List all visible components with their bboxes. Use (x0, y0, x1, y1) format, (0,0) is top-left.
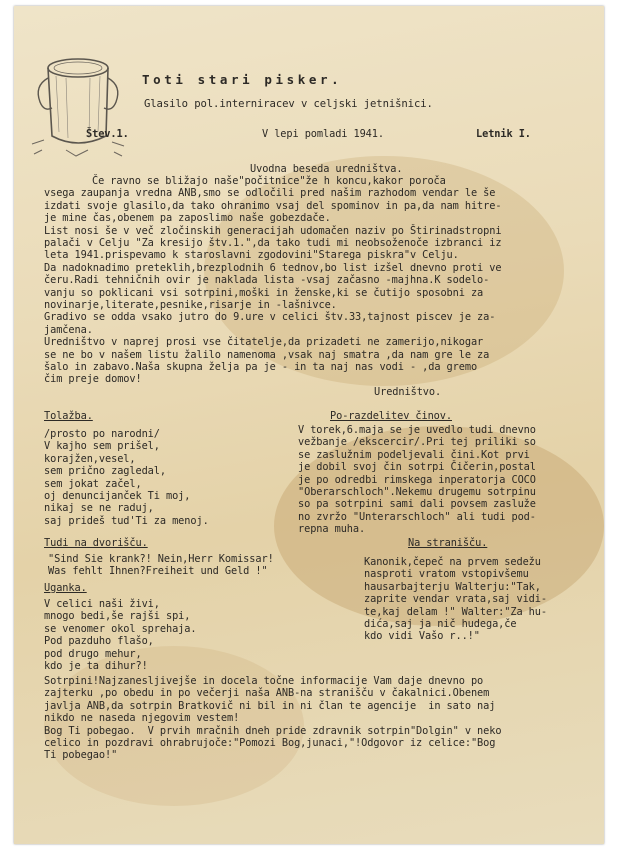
porazdelitev-line: vežbanje /ekscercir/.Pri tej priliki so (298, 436, 536, 449)
poem-line: sem jokat začel, (44, 477, 142, 490)
porazdelitev-line: se zaslužnim podeljevali čini.Kot prvi (298, 448, 530, 461)
editorial-line: čim preje domov! (44, 373, 142, 386)
stranisce-line: Kanonik,čepeč na prvem sedežu (364, 556, 541, 568)
closing-line: javlja ANB,da sotrpin Bratkovič ni bil in ni član te agencije in sato naj (44, 699, 496, 712)
editorial-body (44, 175, 502, 411)
porazdelitev-line: so pa sotrpini sami dali povsem zasluže (298, 498, 536, 511)
editorial-line: Uredništvo v naprej prosi vse čitatelje,da prizadeti ne zamerijo,nikogar (44, 336, 484, 349)
poem-line: saj prideš tud'Ti za menoj. (44, 514, 209, 527)
newsletter-page (14, 6, 604, 844)
closing-line: Ti pobegao!" (44, 749, 118, 762)
riddle-line: kdo je ta dihur?! (44, 660, 148, 672)
newsletter-title: Toti stari pisker. (142, 72, 343, 87)
uganka-heading: Uganka. (44, 582, 87, 594)
riddle-line: se venomer okol sprehaja. (44, 622, 197, 635)
editorial-line: vanju so poklicani vsi sotrpini,moški in ženske,ki se čutijo sposobni za (44, 286, 484, 299)
porazdelitev-line: repna muha. (298, 523, 366, 536)
issue-date: V lepi pomladi 1941. (262, 128, 384, 140)
stranisce-body (364, 556, 547, 668)
stranisce-line: nasproti vratom vstopivšemu (364, 568, 529, 581)
riddle-line: mnogo bedi,še rajši spi, (44, 610, 191, 623)
dvorisce-heading: Tudi na dvorišču. (44, 537, 148, 549)
editorial-line: novinarje,literate,pesnike,risarje in -lašnivce. (44, 299, 337, 311)
poem-line: V kajho sem prišel, (44, 440, 160, 453)
poem-line: /prosto po narodni/ (44, 428, 160, 440)
closing-body (44, 675, 502, 787)
closing-line: Sotrpini!Najzanesljivejše in docela točne informacije Vam daje dnevno po (44, 675, 484, 687)
editorial-line: šalo in zabavo.Naša skupna želja pa je - in ta naj nas vodi - ,da gremo (44, 361, 478, 373)
stranisce-line: zaprite vendar vrata,saj vidi- (364, 593, 547, 606)
porazdelitev-line: je po odredbi rimskega inperatorja COCO (298, 473, 536, 486)
closing-line: Bog Ti pobegao. V prvih mračnih dneh pride zdravnik sotrpin"Dolgin" v neko (44, 724, 502, 737)
editorial-heading: Uvodna beseda uredništva. (250, 163, 403, 175)
poem-line: oj denuncijanček Ti moj, (44, 490, 191, 502)
closing-line: nikdo ne naseda njegovim vestem! (44, 712, 240, 725)
riddle-line: Pod pazduho flašo, (44, 635, 154, 648)
porazdelitev-heading: Po-razdelitev činov. (330, 410, 452, 422)
editorial-line: palači v Celju "Za kresijo štv.1.",da tako tudi mi neobsoženoče izbranci iz (44, 237, 502, 249)
dvorisce-body (48, 553, 274, 603)
porazdelitev-line: "Oberarschloch".Nekemu drugemu sotrpinu (298, 486, 536, 498)
stranisce-line: te,kaj delam !" Walter:"Za hu- (364, 605, 547, 618)
editorial-line: čeru.Radi tehničnih ovir je naklada lista -vsaj začasno -majhna.K sodelo- (44, 274, 490, 287)
editorial-line: jamčena. (44, 323, 93, 336)
editorial-line: Da nadoknadimo preteklih,brezplodnih 6 tednov,bo list izšel dnevno proti ve (44, 261, 502, 274)
porazdelitev-line: no zvržo "Unterarschloch" ali tudi pod- (298, 510, 536, 523)
tolazba-heading: Tolažba. (44, 410, 93, 422)
editorial-line: je mine čas,obenem pa zaposlimo naše gobezdače. (44, 212, 331, 225)
poem-line: sem prično zagledal, (44, 465, 166, 478)
riddle-line: V celici naši živi, (44, 598, 160, 610)
issue-number: Štev.1. (86, 128, 129, 140)
newsletter-subtitle: Glasilo pol.interniracev v celjski jetnišnici. (144, 98, 433, 110)
dvorisce-line: Was fehlt Ihnen?Freiheit und Geld !" (48, 565, 268, 578)
editorial-line: Če ravno se bližajo naše"počitnice"že h koncu,kakor poroča (92, 175, 446, 187)
poem-line: korajžen,vesel, (44, 452, 136, 465)
editorial-line: List nosi še v več zločinskih generacijah udomačen naziv po Štirinadstropni (44, 224, 502, 237)
editorial-line: se ne bo v našem listu žalilo namenoma ,vsak naj smatra ,da nam gre le za (44, 348, 490, 361)
stranisce-line: dića,saj ja nič hudega,če (364, 618, 517, 630)
paper-sheet (14, 6, 604, 844)
stranisce-heading: Na stranišču. (408, 537, 488, 549)
issue-volume: Letnik I. (476, 128, 531, 140)
editorial-signature: Uredništvo. (374, 386, 442, 398)
dvorisce-line: "Sind Sie krank?! Nein,Herr Komissar! (48, 553, 274, 565)
stranisce-line: hausarbajterju Walterju:"Tak, (364, 580, 541, 593)
closing-line: zajterku ,po obedu in po večerji naša ANB-na stranišču v čakalnici.Obenem (44, 687, 490, 700)
poem-line: nikaj se ne raduj, (44, 502, 154, 515)
porazdelitev-line: je dobil svoj čin sotrpi Čičerin,postal (298, 461, 536, 474)
riddle-line: pod drugo mehur, (44, 647, 142, 660)
editorial-line: Gradivo se odda vsako jutro do 9.ure v celici štv.33,tajnost piscev je za- (44, 311, 496, 324)
editorial-line: vsega zaupanja vredna ANB,smo se odločili pred našim razhodom vendar le še (44, 187, 496, 200)
stranisce-line: kdo vidi Vašo r..!" (364, 630, 480, 643)
closing-line: celico in pozdravi ohrabrujoče:"Pomozi Bog,junaci,"!Odgovor iz celice:"Bog (44, 737, 496, 749)
editorial-line: leta 1941.prispevamo k staroslavni zgodovini"Starega piskra"v Celju. (44, 249, 459, 262)
editorial-line: izdati svoje glasilo,da tako ohranimo vsaj del spominov in pa,da nam hitre- (44, 199, 502, 212)
porazdelitev-line: V torek,6.maja se je uvedlo tudi dnevno (298, 424, 536, 436)
